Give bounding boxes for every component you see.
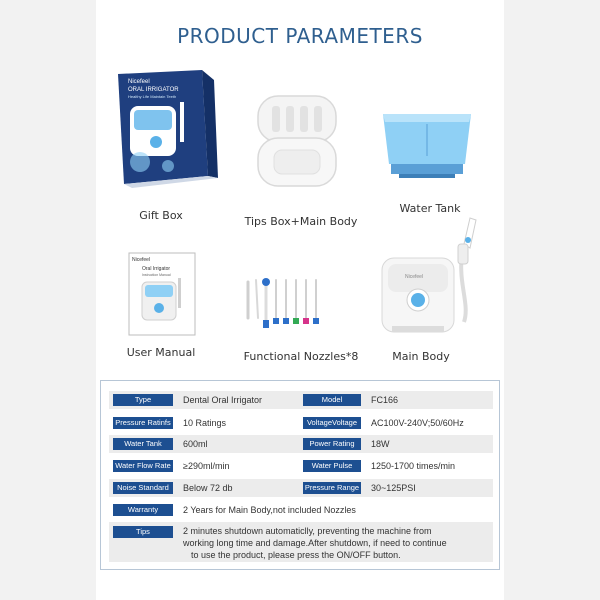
gift-box-brand: Nicefeel	[128, 79, 150, 85]
gift-box-product: ORAL IRRIGATOR	[128, 87, 179, 93]
spec-label-tips: Tips	[113, 526, 173, 538]
spec-label-water-tank: Water Tank	[113, 438, 173, 450]
page-title: PRODUCT PARAMETERS	[177, 24, 423, 48]
water-tank-image	[379, 112, 475, 182]
manual-brand: Nicefeel	[132, 257, 151, 263]
spec-value-tips	[183, 525, 503, 561]
spec-value-noise-standard: Below 72 db	[183, 483, 233, 493]
caption-main-body: Main Body	[392, 350, 450, 363]
spec-value-voltage: AC100V-240V;50/60Hz	[371, 418, 464, 428]
caption-nozzles: Functional Nozzles*8	[243, 350, 359, 363]
spec-value-power-rating: 18W	[371, 439, 390, 449]
spec-value-model: FC166	[371, 395, 399, 405]
spec-value-type: Dental Oral Irrigator	[183, 395, 263, 405]
spec-value-water-tank: 600ml	[183, 439, 208, 449]
tips-line: working long time and damage.After shutdown, if need to continue	[183, 538, 447, 548]
manual-product: Oral Irrigator	[142, 266, 171, 272]
caption-gift-box: Gift Box	[139, 209, 183, 222]
spec-label-warranty: Warranty	[113, 504, 173, 516]
caption-user-manual: User Manual	[126, 346, 196, 359]
spec-value-pressure-ratings: 10 Ratings	[183, 418, 227, 428]
manual-sub: Instruction Manual	[142, 273, 171, 277]
spec-value-warranty: 2 Years for Main Body,not included Nozzles	[183, 505, 356, 515]
tips-line: to use the product, please press the ON/OFF button.	[191, 550, 401, 560]
gift-box-image	[110, 66, 222, 190]
product-sheet	[96, 0, 504, 600]
user-manual-image	[128, 252, 196, 336]
specs-table	[100, 380, 500, 570]
spec-label-water-flow-rate: Water Flow Rate	[113, 460, 173, 472]
spec-value-water-pulse: 1250-1700 times/min	[371, 461, 456, 471]
spec-label-power-rating: Power Rating	[303, 438, 361, 450]
spec-value-water-flow-rate: ≥290ml/min	[183, 461, 230, 471]
device-brand: Nicefeel	[405, 274, 424, 280]
caption-tips-box: Tips Box+Main Body	[244, 215, 358, 228]
spec-label-noise-standard: Noise Standard	[113, 482, 173, 494]
spec-label-model: Model	[303, 394, 361, 406]
caption-water-tank: Water Tank	[399, 202, 461, 215]
spec-value-pressure-range: 30~125PSI	[371, 483, 416, 493]
tips-box-image	[252, 92, 348, 192]
spec-label-voltage: VoltageVoltage	[303, 417, 361, 429]
main-body-image	[378, 214, 488, 338]
tips-line: 2 minutes shutdown automaticlly, preventing the machine from	[183, 526, 432, 536]
spec-label-type: Type	[113, 394, 173, 406]
spec-label-pressure-range: Pressure Range	[304, 483, 360, 492]
gift-box-tagline: Healthy Life Maintain Teeth	[128, 94, 177, 99]
spec-label-pressure-ratings: Pressure Ratinfs	[113, 417, 173, 429]
spec-label-water-pulse: Water Pulse	[303, 460, 361, 472]
nozzles-image	[242, 274, 342, 334]
